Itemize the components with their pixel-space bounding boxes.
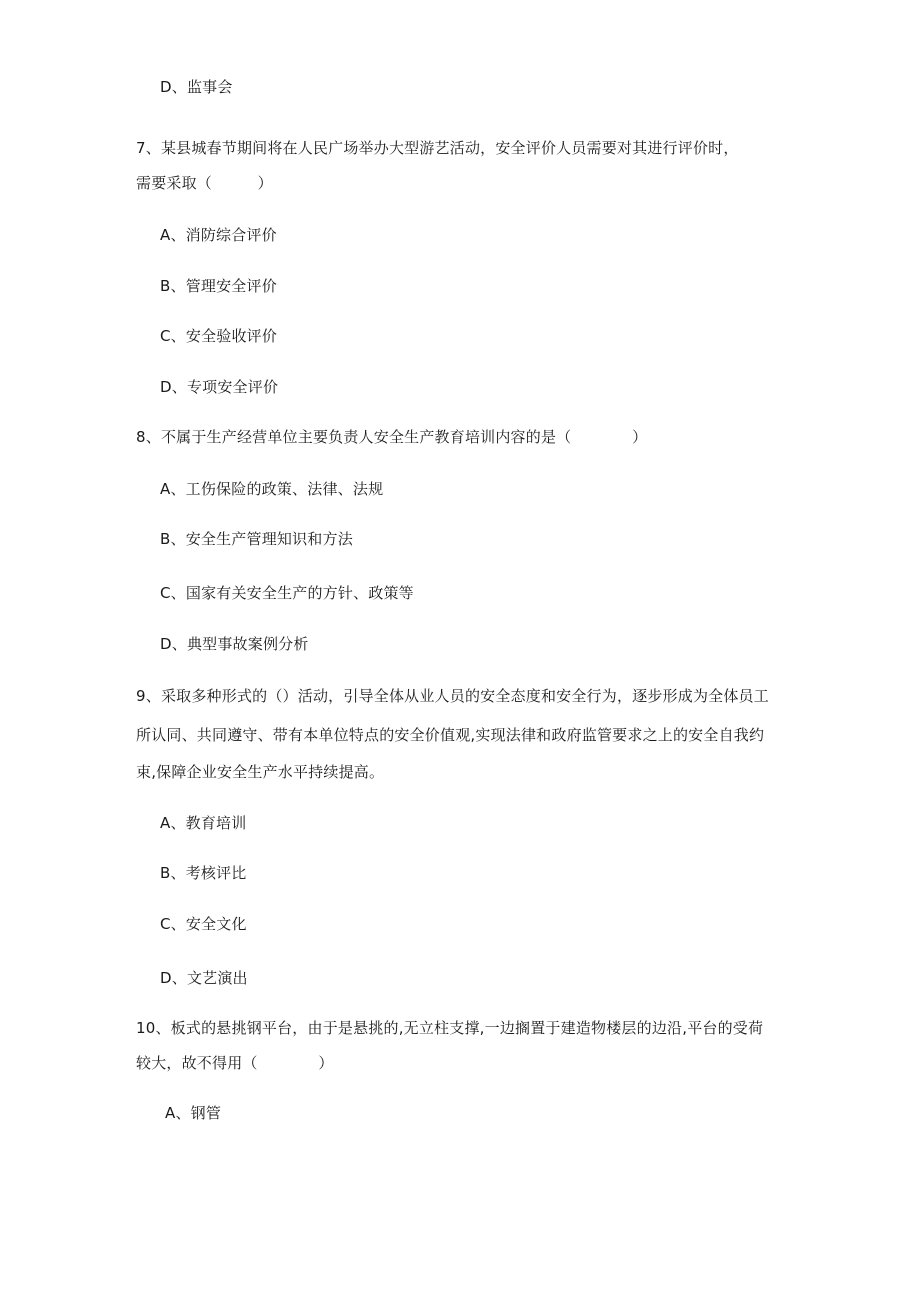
q7-option-a: A、消防综合评价 (160, 226, 277, 244)
q10-option-a: A、钢管 (165, 1104, 222, 1122)
q7-option-d: D、专项安全评价 (160, 378, 279, 396)
q9-option-a: A、教育培训 (160, 814, 247, 832)
q9-option-c: C、安全文化 (160, 915, 247, 933)
q7-text-line-2: 需要采取（ ） (136, 174, 273, 192)
q8-option-a: A、工伤保险的政策、法律、法规 (160, 480, 384, 498)
q8-option-d: D、典型事故案例分析 (160, 635, 309, 653)
q6-option-d: D、监事会 (160, 78, 233, 96)
q10-text-line-1: 10、板式的悬挑钢平台，由于是悬挑的,无立柱支撑,一边搁置于建造物楼层的边沿,平台的受荷 (136, 1019, 764, 1037)
q7-option-b: B、管理安全评价 (160, 277, 277, 295)
q9-option-d: D、文艺演出 (160, 969, 248, 987)
q9-text-line-3: 束,保障企业安全生产水平持续提高。 (136, 763, 385, 781)
q9-text-line-1: 9、采取多种形式的（）活动，引导全体从业人员的安全态度和安全行为，逐步形成为全体员工 (136, 687, 769, 705)
q8-option-c: C、国家有关安全生产的方针、政策等 (160, 584, 414, 602)
q10-text-line-2: 较大，故不得用（ ） (136, 1054, 334, 1072)
q9-text-line-2: 所认同、共同遵守、带有本单位特点的安全价值观,实现法律和政府监管要求之上的安全自我约 (136, 726, 765, 744)
q9-option-b: B、考核评比 (160, 864, 247, 882)
q7-text-line-1: 7、某县城春节期间将在人民广场举办大型游艺活动，安全评价人员需要对其进行评价时， (136, 139, 739, 157)
q7-option-c: C、安全验收评价 (160, 327, 278, 345)
q8-text: 8、不属于生产经营单位主要负责人安全生产教育培训内容的是（ ） (136, 428, 648, 446)
q8-option-b: B、安全生产管理知识和方法 (160, 530, 353, 548)
